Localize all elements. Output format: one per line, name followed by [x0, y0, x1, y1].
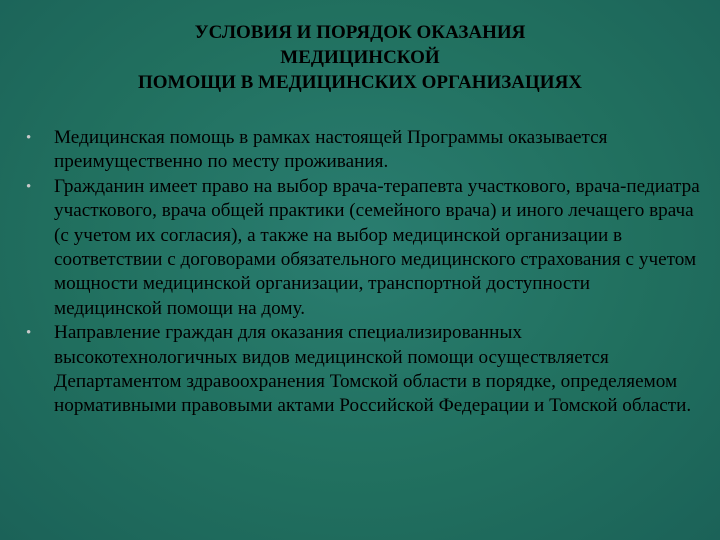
title-line-1: УСЛОВИЯ И ПОРЯДОК ОКАЗАНИЯ — [194, 22, 526, 43]
bullet-icon: • — [26, 130, 32, 146]
bullet-icon: • — [26, 325, 32, 342]
bullet-item — [22, 321, 702, 419]
bullet-text: Направление граждан для оказания специализированных высокотехнологичных видов медицинской помощи осуществляется Департаментом здравоохранения Томской области в порядке, определяемом нормативными правовыми актами Российской Федерации и Томской области. — [54, 322, 692, 417]
bullet-item — [22, 126, 702, 175]
bullet-item — [22, 175, 702, 321]
title-line-2: МЕДИЦИНСКОЙ — [280, 47, 440, 68]
bullet-list — [22, 126, 702, 419]
bullet-text: Медицинская помощь в рамках настоящей Программы оказывается преимущественно по месту проживания. — [54, 127, 608, 173]
bullet-icon: • — [26, 178, 32, 195]
bullet-text: Гражданин имеет право на выбор врача-терапевта участкового, врача-педиатра участкового, врача общей практики (семейного врача) и иного лечащего врача (с учетом их согласия), а также на выбор медицинской организации в соответствии с договорами обязательного медицинского страхования с учетом мощности медицинской организации, транспортной доступности медицинской помощи на дому. — [54, 175, 700, 319]
title-line-3: ПОМОЩИ В МЕДИЦИНСКИХ ОРГАНИЗАЦИЯХ — [137, 72, 583, 93]
slide-title — [40, 20, 680, 95]
